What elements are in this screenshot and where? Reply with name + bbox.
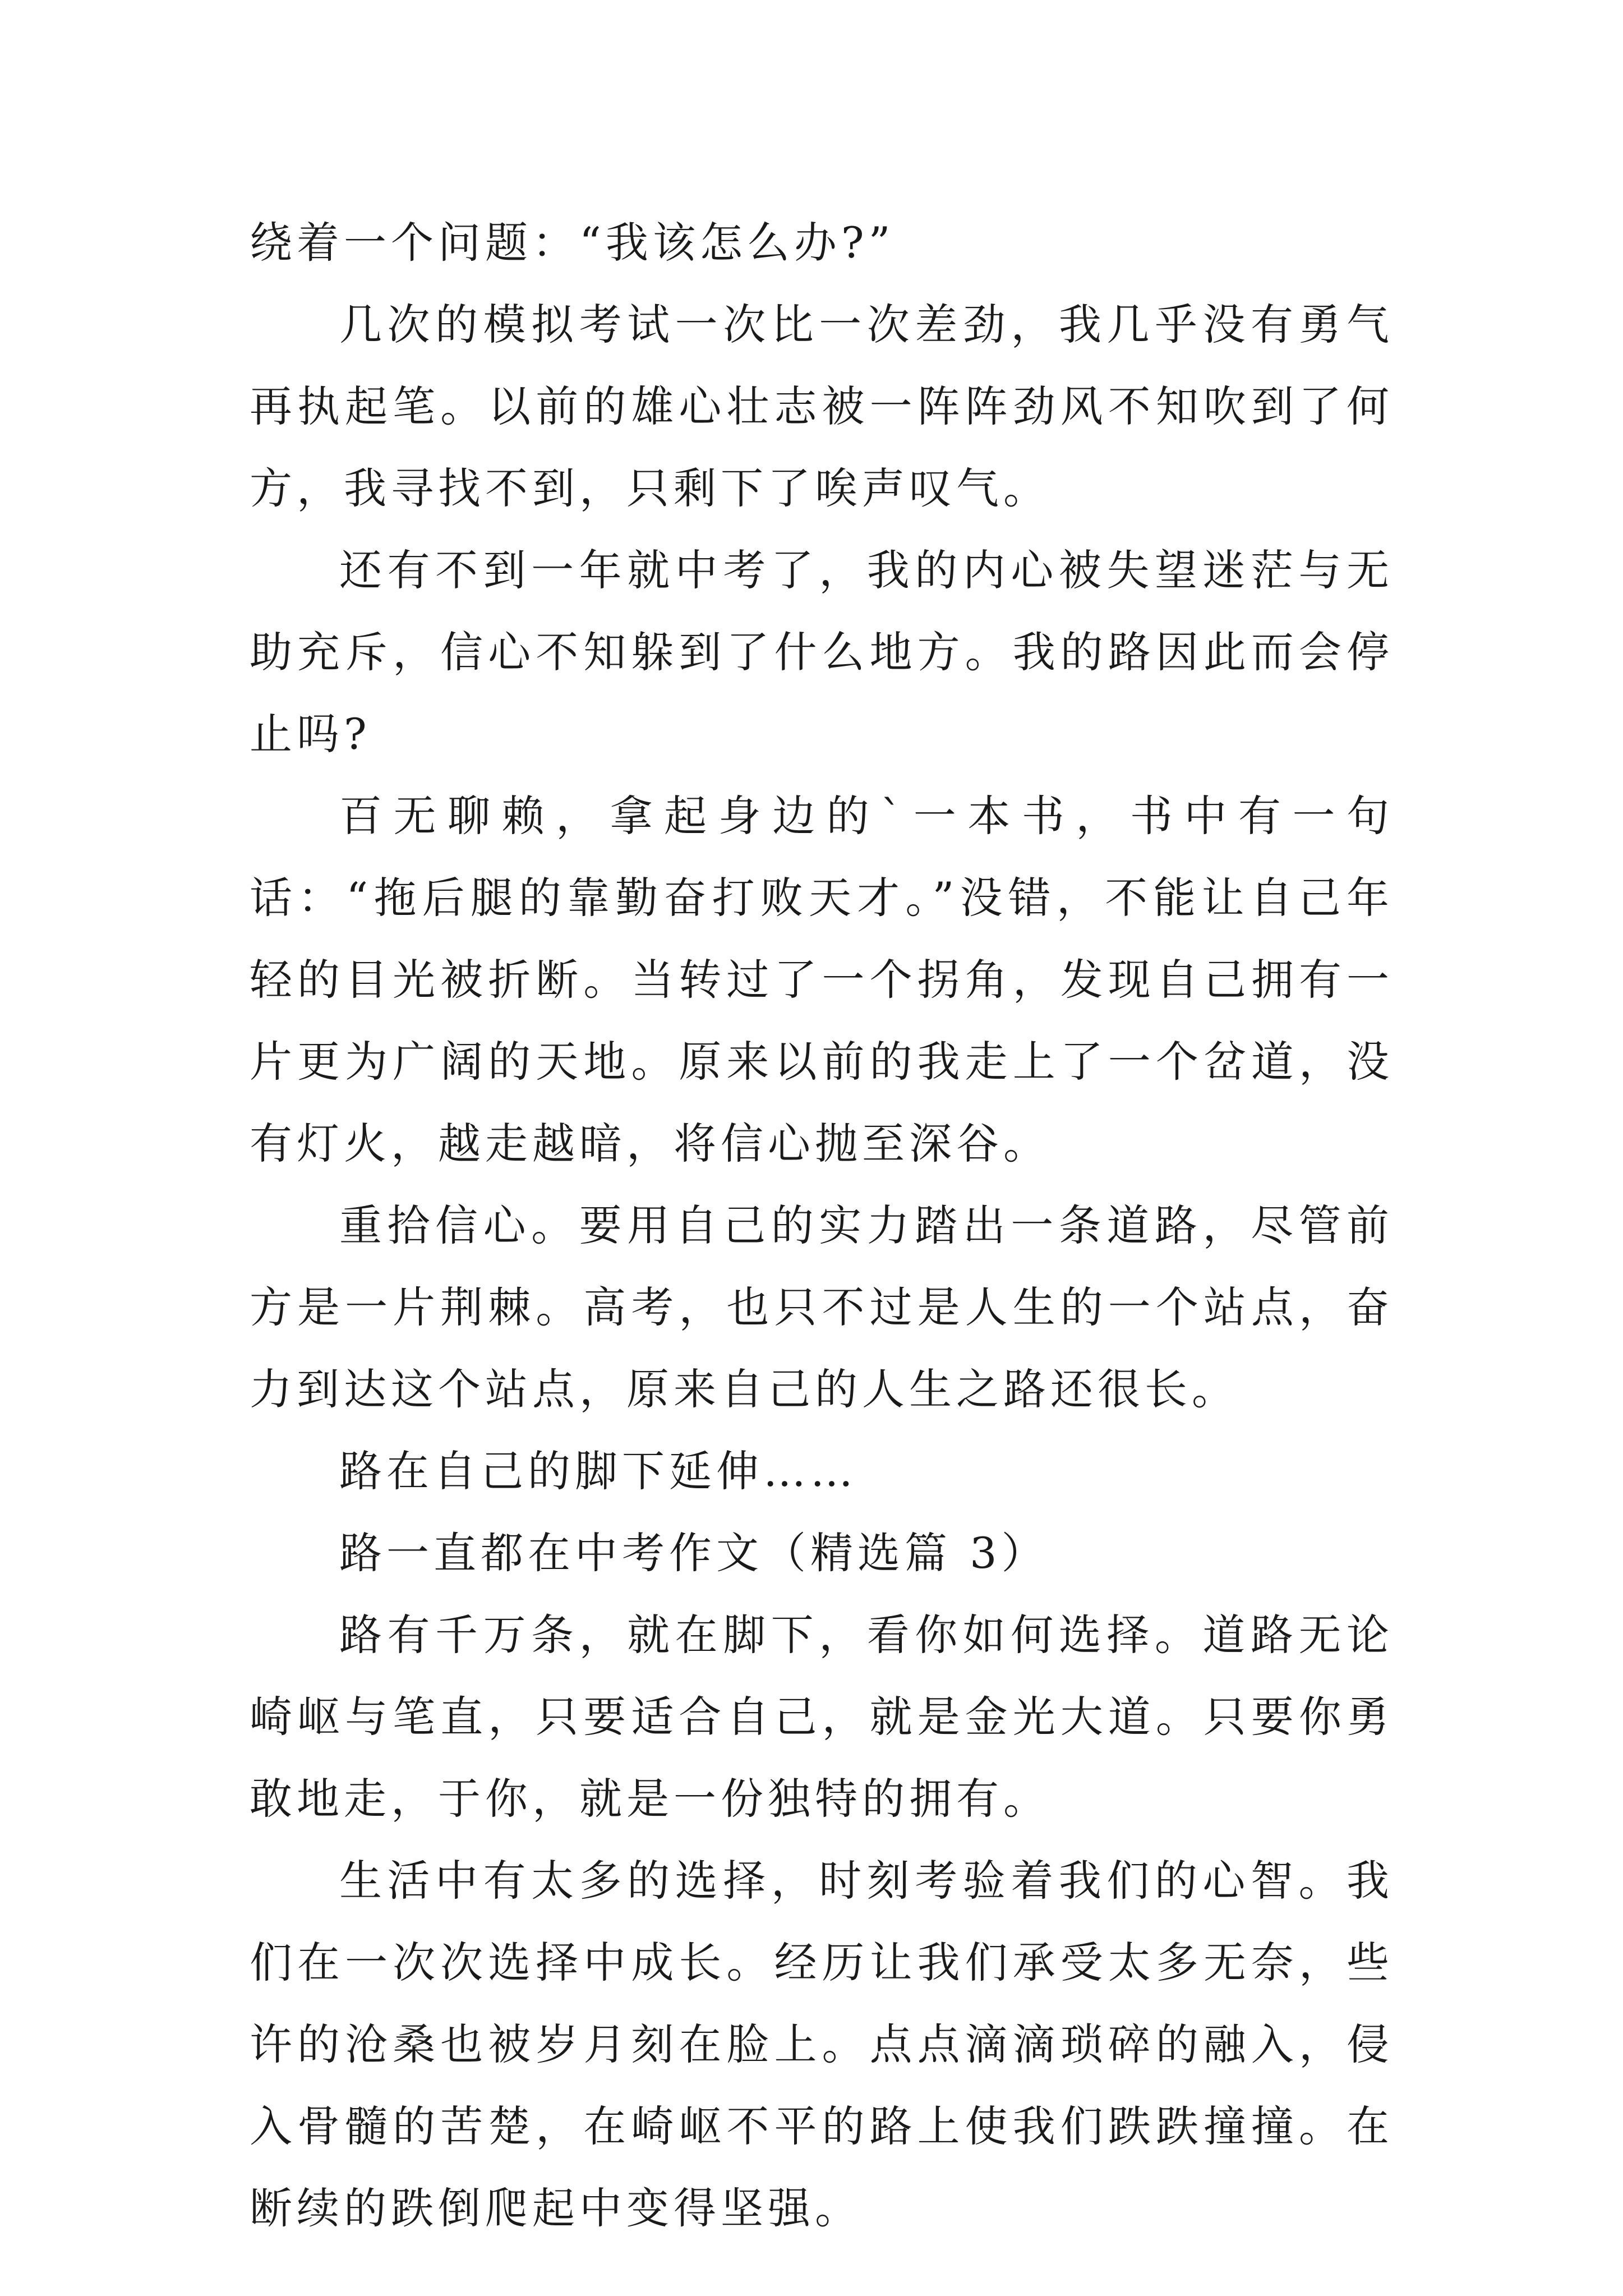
paragraph-4: 百无聊赖，拿起身边的`一本书，书中有一句话：“拖后腿的靠勤奋打败天才。”没错，不能让自己年轻的目光被折断。当转过了一个拐角，发现自己拥有一片更为广阔的天地。原来以前的我走上了一个岔道，没有灯火，越走越暗，将信心抛至深谷。 (250, 791, 1394, 1168)
paragraph-7: 路有千万条，就在脚下，看你如何选择。道路无论崎岖与笔直，只要适合自己，就是金光大道。只要你勇敢地走，于你，就是一份独特的拥有。 (250, 1610, 1394, 1824)
section-heading: 路一直都在中考作文（精选篇 3） (339, 1528, 1049, 1578)
paragraph-5: 重拾信心。要用自己的实力踏出一条道路，尽管前方是一片荆棘。高考，也只不过是人生的一个站点，奋力到达这个站点，原来自己的人生之路还很长。 (250, 1200, 1394, 1414)
paragraph-2: 几次的模拟考试一次比一次差劲，我几乎没有勇气再执起笔。以前的雄心壮志被一阵阵劲风不知吹到了何方，我寻找不到，只剩下了唉声叹气。 (250, 300, 1394, 513)
paragraph-1: 绕着一个问题：“我该怎么办?” (250, 218, 895, 268)
paragraph-3: 还有不到一年就中考了，我的内心被失望迷茫与无助充斥，信心不知躲到了什么地方。我的路因此而会停止吗? (250, 545, 1394, 759)
body-text (250, 202, 1394, 2249)
paragraph-6: 路在自己的脚下延伸…… (339, 1446, 857, 1496)
paragraph-8: 生活中有太多的选择，时刻考验着我们的心智。我们在一次次选择中成长。经历让我们承受太多无奈，些许的沧桑也被岁月刻在脸上。点点滴滴琐碎的融入，侵入骨髓的苦楚，在崎岖不平的路上使我们跌跌撞撞。在断续的跌倒爬起中变得坚强。 (250, 1856, 1394, 2233)
